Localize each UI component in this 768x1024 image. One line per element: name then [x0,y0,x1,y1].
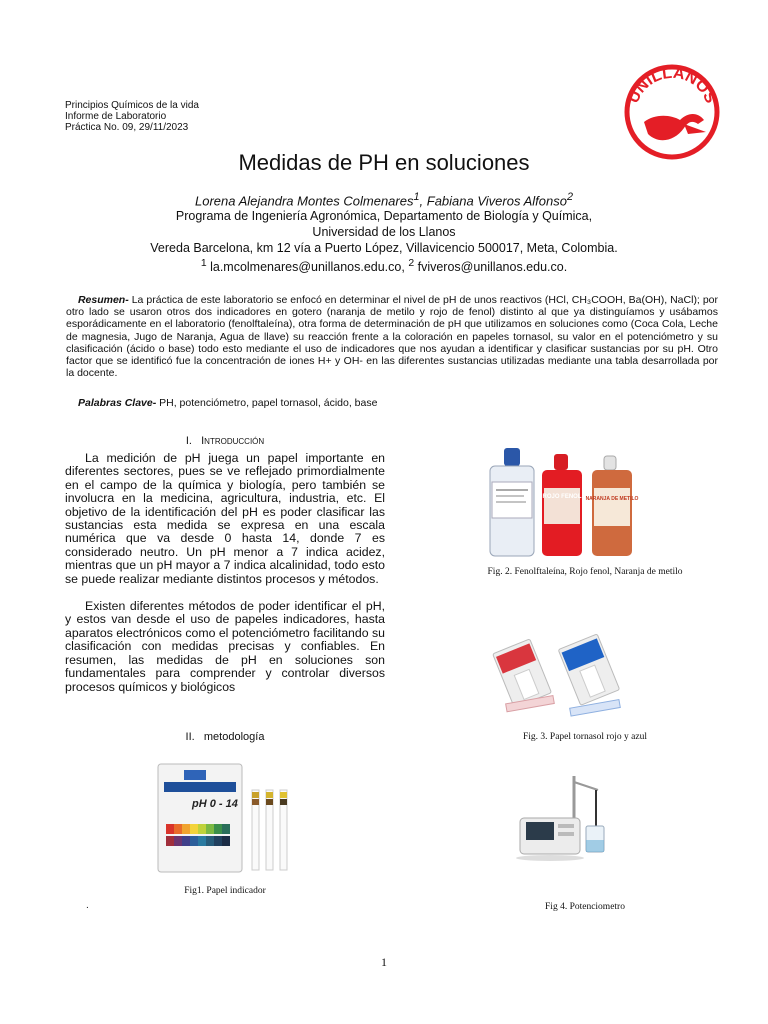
figure-3-caption: Fig. 3. Papel tornasol rojo y azul [522,732,647,742]
course-name: Principios Químicos de la vida [65,100,199,111]
report-header [65,100,199,133]
unillanos-logo [622,62,722,162]
author-sep: , [419,193,427,209]
figure-2-caption: Fig. 2. Fenolftaleína, Rojo fenol, Naranja de metilo [487,567,683,577]
report-type: Informe de Laboratorio [65,111,167,122]
keywords-label: Palabras Clave- [78,397,157,409]
section-heading-methodology [65,731,385,743]
page-number: 1 [381,955,387,969]
section-1-title: Introducción [201,435,265,447]
figure-4-caption: Fig 4. Potenciometro [545,902,625,912]
paper-title: Medidas de PH en soluciones [238,150,530,175]
fig2-label-b: ROJO FENOL [542,494,582,500]
affiliation-block [0,208,768,275]
figure-2-indicator-bottles-image [484,446,644,558]
figure-3-litmus-paper-image [488,622,638,722]
section-1-number: I. [185,435,192,447]
fig1-box-label: pH 0 - 14 [192,798,238,810]
svg-text:UNILLANOS [625,65,719,106]
keywords-text: PH, potenciómetro, papel tornasol, ácido, base [156,397,378,409]
figure-1-ph-paper-image [156,756,296,876]
logo-text: UNILLANOS [625,64,719,106]
abstract-text: La práctica de este laboratorio se enfocó en determinar el nivel de pH de unos reactivos (HCl, CH₃COOH, Ba(OH), NaCl); por otro lado se usaron otros dos indicadores en gotero (naranja de metilo y rojo de fenol) distinto al que ya distinguíamos y usábamos esporádicamente en el laboratorio (fenolftaleína), otra forma de determinación de pH que utilizamos en soluciones como (Coca Cola, Leche de magnesia, Jugo de Naranja, Agua de llave) su reacción frente a la coloración en papeles tornasol, su valor en el potenciómetro y su clasificación (ácido o base) todo esto mediante el uso de indicadores que nos ayudan a identificar y clasificar sustancias por su pH. Otro factor que se identificó fue la concentración de iones H+ y OH- en las diferentes sustancias utilizadas mediante una tabla desarrollada por la docente. [66,294,719,380]
section-2-title: metodología [203,731,265,743]
author-1: Lorena Alejandra Montes Colmenares [195,193,414,209]
author-2: Fabiana Viveros Alfonso [426,193,567,209]
abstract [66,294,718,379]
abstract-label: Resumen- [77,294,129,306]
email-1: la.mcolmenares@unillanos.edu.co, [210,260,405,275]
practice-info: Práctica No. 09, 29/11/2023 [65,122,189,133]
affiliation-university: Universidad de los Llanos [312,225,456,239]
section-2-number: II. [185,731,195,743]
author-1-sup: 1 [413,191,420,203]
author-2-sup: 2 [566,191,573,203]
email-2: fviveros@unillanos.edu.co. [417,260,568,275]
intro-paragraph-1: La medición de pH juega un papel importante en diferentes sectores, pues se ve reflejado primordialmente en el campo de la química y biología, pero también se involucra en la medicina, agricultura, industria, etc. El objetivo de la identificación del pH es poder clasificar las sustancias esta medida se expresa en una escala numérica que va desde 0 hasta 14, donde 7 es considerado neutro. Un pH menor a 7 indica acidez, mientras que un pH mayor a 7 indica alcalinidad, todo esto se puede realizar mediante distintos procesos y métodos. [65,451,385,586]
figure-4-potentiometer-image [512,770,612,866]
email-2-sup: 2 [408,258,415,269]
fig2-label-c: NARANJA DE METILO [585,496,639,502]
stray-mark: . [86,900,89,911]
author-line [0,191,768,208]
author-emails [0,256,768,275]
affiliation-address: Vereda Barcelona, km 12 vía a Puerto López, Villavicencio 500017, Meta, Colombia. [150,241,618,255]
figure-1-caption: Fig1. Papel indicador [184,886,266,896]
affiliation-program: Programa de Ingeniería Agronómica, Departamento de Biología y Química, [175,209,593,223]
keywords [78,397,377,409]
email-1-sup: 1 [200,258,207,269]
section-heading-introduction [65,435,385,447]
intro-paragraph-2: Existen diferentes métodos de poder identificar el pH, y estos van desde el uso de papeles indicadores, hasta aparatos electrónicos como el potenciómetro facilitando su clasificación con medidas precisas y confiables. En resumen, las medidas de pH en soluciones son fundamentales para comprender y controlar diversos procesos químicos y biológicos [65,599,385,694]
introduction-body [65,452,385,694]
